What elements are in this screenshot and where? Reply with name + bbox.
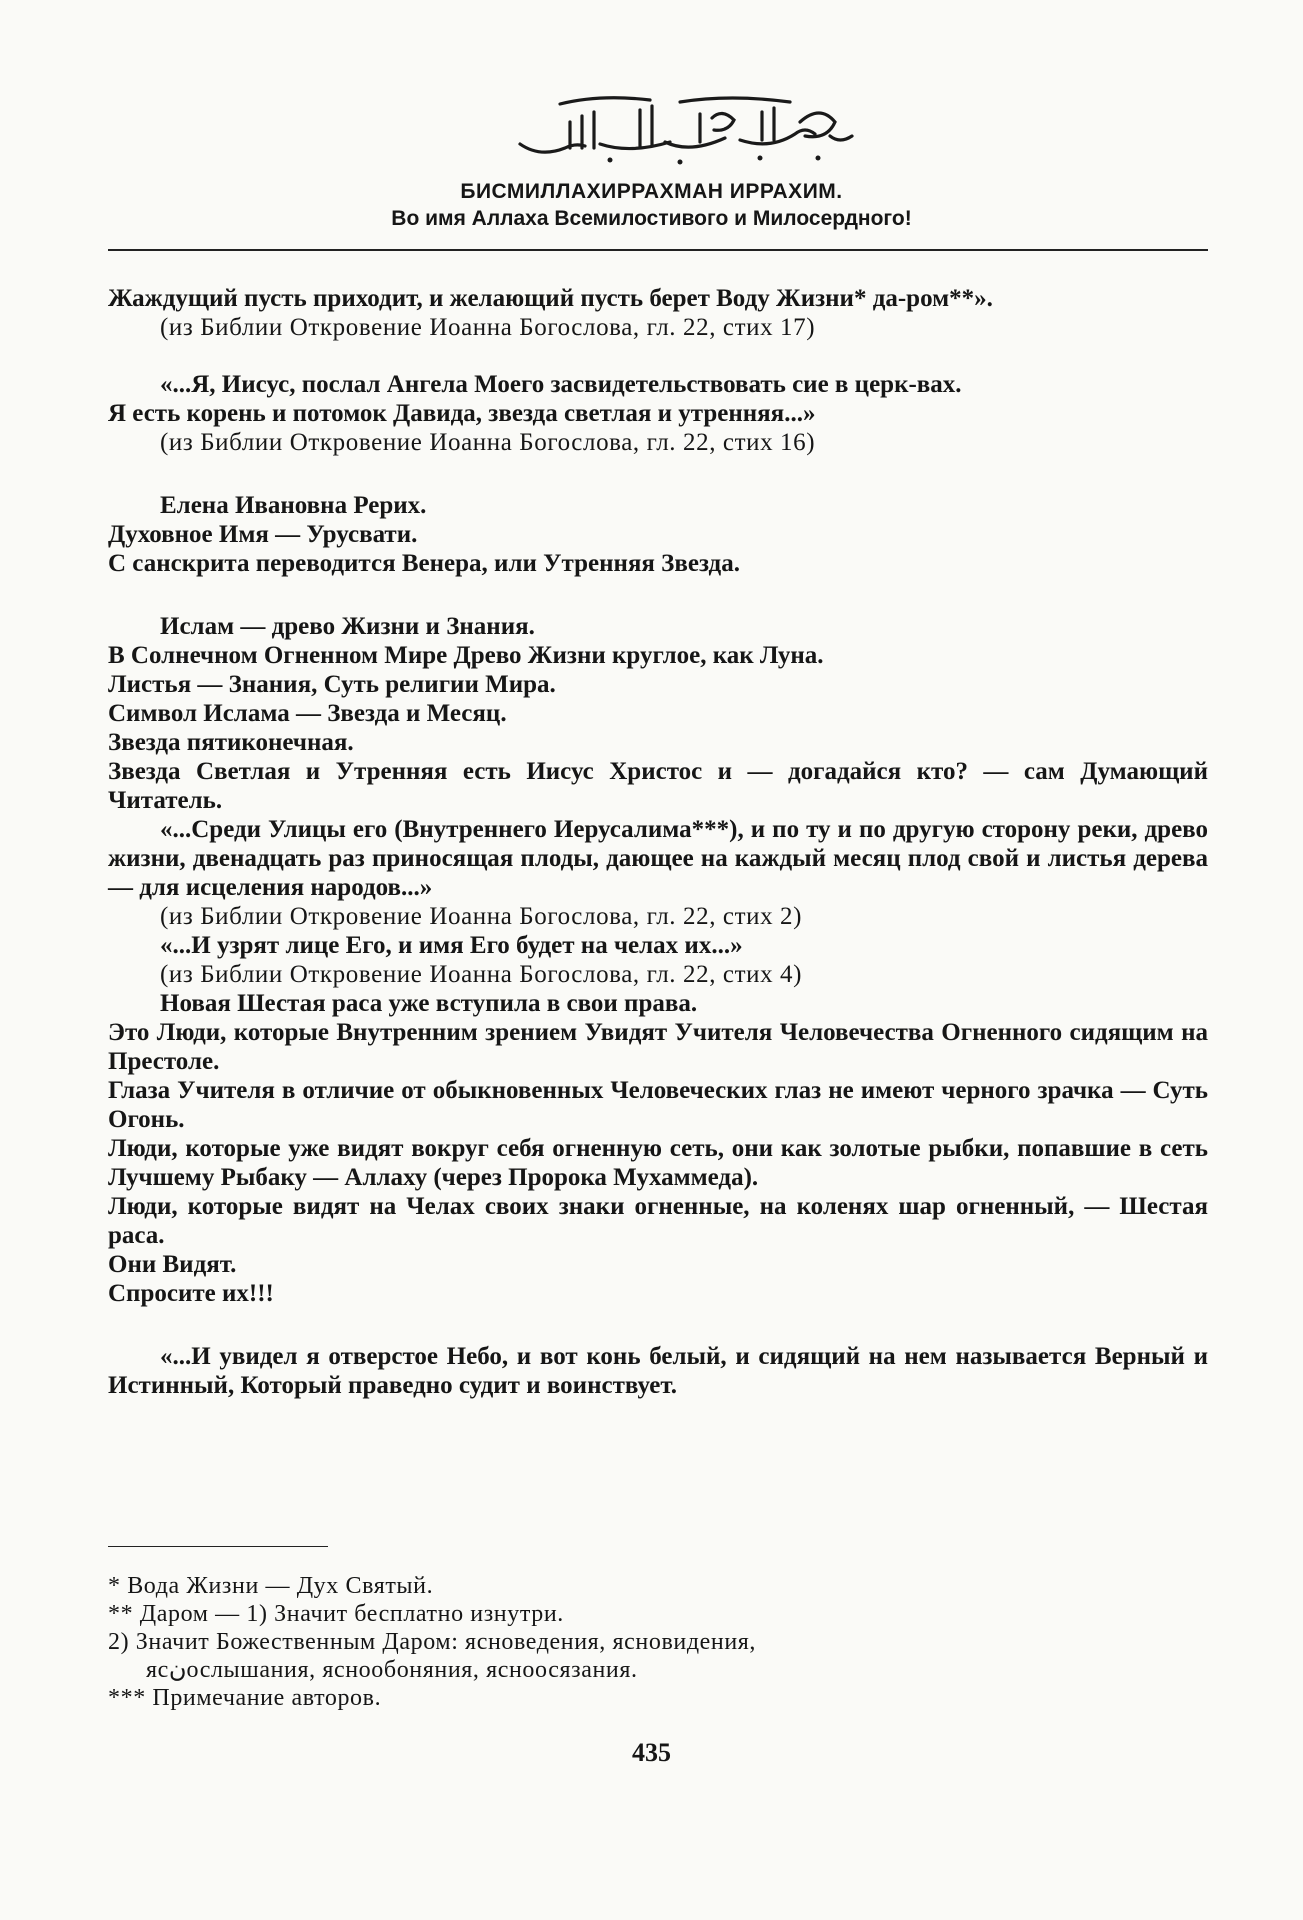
main-text — [108, 284, 1208, 1400]
paragraph: Листья — Знания, Суть религии Мира. — [108, 671, 556, 698]
footnote-divider — [108, 1546, 328, 1547]
paragraph: С санскрита переводится Венера, или Утренняя Звезда. — [108, 550, 740, 577]
paragraph: «...И увидел я отверстое Небо, и вот конь белый, и сидящий на нем называется Верный и Истинный, Который праведно судит и воинствует. — [108, 1343, 1208, 1399]
paragraph: «...Я, Иисус, послал Ангела Моего засвидетельствовать сие в церк-вах. — [160, 371, 962, 398]
paragraph: Новая Шестая раса уже вступила в свои права. — [160, 990, 698, 1017]
paragraph: Ислам — древо Жизни и Знания. — [160, 613, 535, 640]
paragraph: В Солнечном Огненном Мире Древо Жизни круглое, как Луна. — [108, 642, 824, 669]
paragraph: Я есть корень и потомок Давида, звезда светлая и утренняя...» — [108, 400, 816, 427]
paragraph: Они Видят. — [108, 1251, 237, 1278]
citation: (из Библии Откровение Иоанна Богослова, гл. 22, стих 2) — [160, 903, 803, 930]
paragraph: Люди, которые уже видят вокруг себя огненную сеть, они как золотые рыбки, попавшие в сеть Лучшему Рыбаку — Аллаху (через Пророка Мухаммеда). — [108, 1135, 1208, 1191]
paragraph: Жаждущий пусть приходит, и желающий пусть берет Воду Жизни* да-ром**». — [108, 285, 993, 312]
paragraph: Звезда пятиконечная. — [108, 729, 354, 756]
citation: (из Библии Откровение Иоанна Богослова, гл. 22, стих 17) — [160, 314, 816, 341]
footnote: *** Примечание авторов. — [108, 1685, 382, 1711]
paragraph: Глаза Учителя в отличие от обыкновенных Человеческих глаз не имеют черного зрачка — Суть Огонь. — [108, 1077, 1208, 1133]
footnote: ** Даром — 1) Значит бесплатно изнутри. — [108, 1601, 564, 1627]
page-number: 435 — [632, 1738, 671, 1767]
paragraph: Звезда Светлая и Утренняя есть Иисус Христос и — догадайся кто? — сам Думающий Читатель. — [108, 758, 1208, 814]
paragraph: «...Среди Улицы его (Внутреннего Иерусалима***), и по ту и по другую сторону реки, древо жизни, двенадцать раз приносящая плоды, дающее на каждый месяц плод свой и листья дерева — для исцеления народов...» — [108, 816, 1208, 901]
paragraph: Это Люди, которые Внутренним зрением Увидят Учителя Человечества Огненного сидящим на Престоле. — [108, 1019, 1208, 1075]
header-translation: Во имя Аллаха Всемилостивого и Милосердного! — [391, 207, 912, 230]
citation: (из Библии Откровение Иоанна Богослова, гл. 22, стих 16) — [160, 429, 816, 456]
paragraph: Спросите их!!! — [108, 1280, 274, 1307]
footnote: 2) Значит Божественным Даром: ясноведения, ясновидения, — [108, 1629, 757, 1655]
citation: (из Библии Откровение Иоанна Богослова, гл. 22, стих 4) — [160, 961, 803, 988]
footnote: * Вода Жизни — Дух Святый. — [108, 1573, 434, 1599]
paragraph: Елена Ивановна Рерих. — [160, 492, 427, 519]
paragraph: «...И узрят лице Его, и имя Его будет на челах их...» — [160, 932, 743, 959]
header-transliteration: БИСМИЛЛАХИРРАХМАН ИРРАХИМ. — [460, 180, 843, 203]
paragraph: Духовное Имя — Урусвати. — [108, 521, 418, 548]
footnote: ясنослышания, яснообоняния, ясноосязания. — [146, 1657, 638, 1683]
paragraph: Люди, которые видят на Челах своих знаки огненные, на коленях шар огненный, — Шестая раса. — [108, 1193, 1208, 1249]
paragraph: Символ Ислама — Звезда и Месяц. — [108, 700, 507, 727]
header-divider — [108, 249, 1208, 251]
footnotes — [108, 1572, 1208, 1712]
bismillah-calligraphy-icon — [500, 92, 860, 174]
